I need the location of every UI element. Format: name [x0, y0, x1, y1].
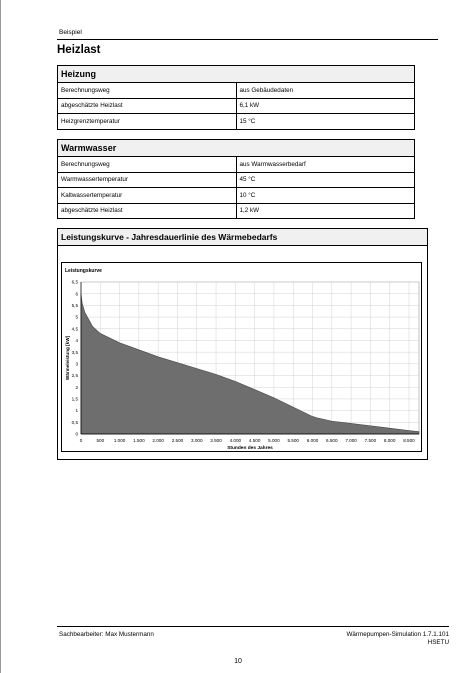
footer-software-code: HSETU — [427, 639, 449, 646]
warmwasser-table — [57, 139, 415, 219]
y-tick-label: 2,5 — [71, 373, 78, 379]
row-label: Warmwassertemperatur — [58, 172, 237, 188]
x-axis-label: Stunden des Jahres — [227, 446, 273, 451]
x-tick-label: 4.500 — [248, 438, 261, 443]
table-row — [58, 98, 415, 114]
row-label: abgeschätzte Heizlast — [58, 203, 237, 219]
page-number: 10 — [234, 658, 242, 665]
chart-section — [57, 228, 428, 460]
x-tick-label: 8.500 — [403, 438, 415, 443]
row-value: 10 °C — [236, 188, 415, 204]
x-tick-label: 4.000 — [229, 438, 242, 443]
row-value: aus Gebäudedaten — [236, 83, 415, 99]
x-tick-label: 500 — [96, 438, 105, 443]
leistungskurve-chart — [58, 229, 427, 459]
x-tick-label: 2.500 — [171, 438, 184, 443]
footer-software-name: Wärmepumpen-Simulation 1.7.1.101 — [346, 631, 449, 638]
header-label: Beispiel — [59, 29, 82, 36]
table-row — [58, 114, 415, 130]
table-row — [58, 188, 415, 204]
y-tick-label: 5,5 — [71, 302, 78, 308]
x-tick-label: 6.000 — [306, 438, 319, 443]
y-tick-label: 3,5 — [71, 349, 78, 355]
row-value: 1,2 kW — [236, 203, 415, 219]
x-tick-label: 0 — [79, 438, 83, 443]
row-value: 6,1 kW — [236, 98, 415, 114]
footer-software — [346, 631, 449, 647]
y-tick-label: 1 — [75, 408, 78, 414]
chart-section-title: Leistungskurve - Jahresdauerlinie des Wärmebedarfs — [58, 229, 427, 246]
chart-title: Leistungskurve — [65, 268, 102, 274]
y-tick-label: 3 — [75, 361, 78, 367]
row-value: 45 °C — [236, 172, 415, 188]
y-tick-label: 6,5 — [71, 279, 78, 285]
page-title: Heizlast — [57, 44, 101, 56]
x-tick-label: 8.000 — [383, 438, 396, 443]
x-tick-label: 3.000 — [191, 438, 203, 443]
y-tick-label: 2 — [75, 384, 78, 390]
y-tick-label: 5 — [75, 314, 78, 320]
row-label: Berechnungsweg — [58, 83, 237, 99]
y-tick-label: 1,5 — [71, 396, 78, 402]
page-edge-rule — [0, 0, 1, 673]
heizung-table — [57, 65, 415, 130]
x-tick-label: 1.000 — [113, 438, 126, 443]
header-divider — [57, 39, 438, 40]
footer-divider — [57, 626, 449, 627]
row-label: abgeschätzte Heizlast — [58, 98, 237, 114]
x-tick-label: 7.500 — [364, 438, 377, 443]
footer-author: Sachbearbeiter: Max Mustermann — [59, 631, 154, 638]
row-label: Heizgrenztemperatur — [58, 114, 237, 130]
row-value: aus Warmwasserbedarf — [236, 157, 415, 173]
heizung-title: Heizung — [58, 66, 415, 83]
table-row — [58, 203, 415, 219]
row-label: Berechnungsweg — [58, 157, 237, 173]
x-tick-label: 5.500 — [287, 438, 299, 443]
warmwasser-title: Warmwasser — [58, 140, 415, 157]
y-tick-label: 0,5 — [71, 419, 78, 425]
x-tick-label: 6.500 — [326, 438, 338, 443]
y-tick-label: 6 — [75, 291, 78, 297]
y-axis-label: Wärmeleistung [kW] — [65, 335, 70, 381]
table-row — [58, 83, 415, 99]
y-tick-label: 4 — [75, 338, 78, 344]
x-tick-label: 7.000 — [345, 438, 357, 443]
row-value: 15 °C — [236, 114, 415, 130]
table-row — [58, 157, 415, 173]
x-tick-label: 1.500 — [133, 438, 145, 443]
table-row — [58, 172, 415, 188]
x-tick-label: 5.000 — [268, 438, 280, 443]
x-tick-label: 2.000 — [152, 438, 164, 443]
y-tick-label: 0 — [75, 431, 78, 437]
row-label: Kaltwassertemperatur — [58, 188, 237, 204]
x-tick-label: 3.500 — [210, 438, 222, 443]
y-tick-label: 4,5 — [71, 326, 78, 332]
